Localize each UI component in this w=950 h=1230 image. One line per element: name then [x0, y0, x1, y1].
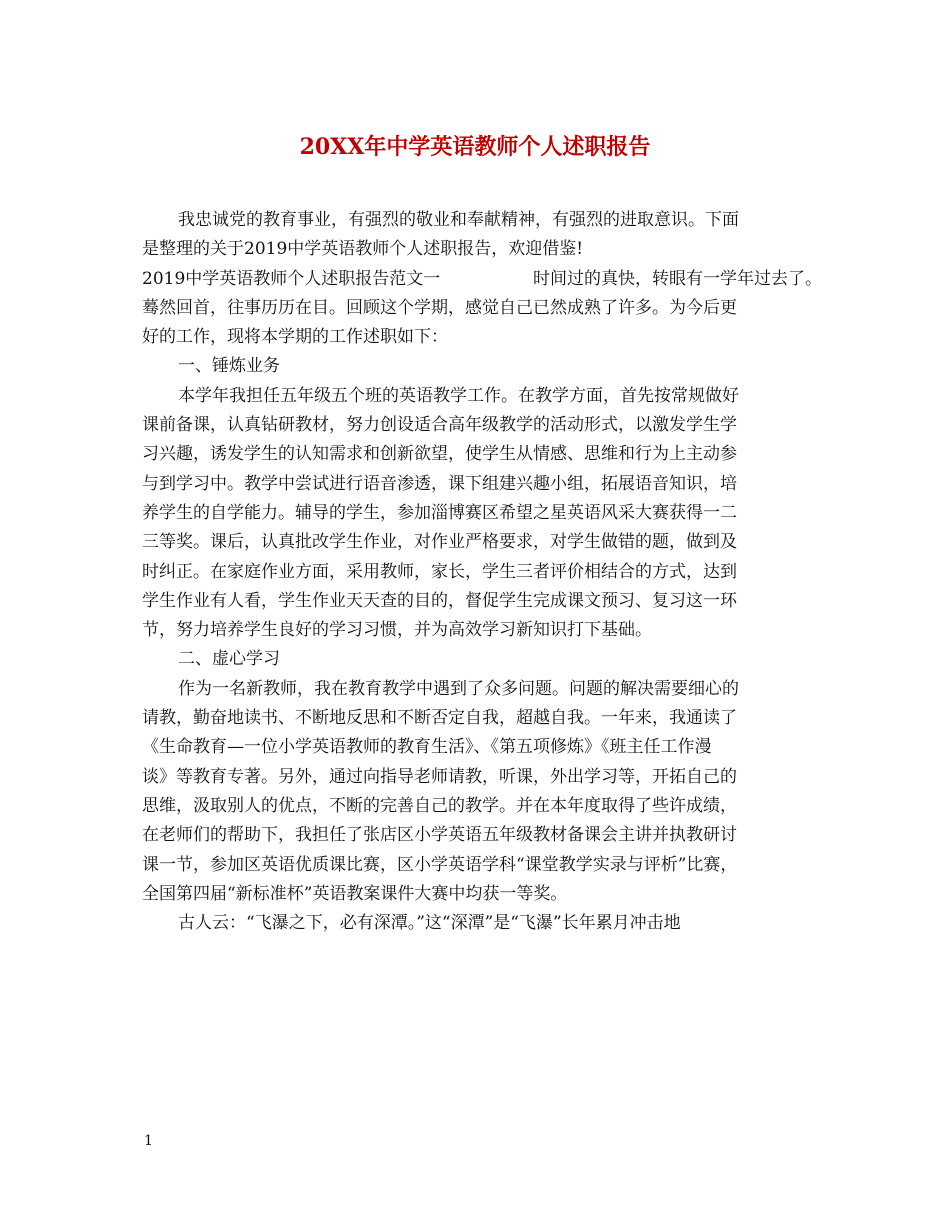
section-heading: 一、锤炼业务 [178, 356, 280, 377]
section-heading: 二、虚心学习 [178, 649, 280, 670]
paragraph-line: 思维，汲取别人的优点，不断的完善自己的教学。并在本年度取得了些许成绩， [142, 795, 737, 816]
paragraph-line: 是整理的关于2019中学英语教师个人述职报告，欢迎借鉴! [142, 239, 584, 260]
page-number: 1 [144, 1133, 153, 1149]
paragraph-line [142, 265, 822, 294]
paragraph-line: 全国第四届“新标准杯”英语教案课件大赛中均获一等奖。 [142, 883, 568, 904]
paragraph-line: 古人云：“飞瀑之下，必有深潭。”这“深潭”是“飞瀑”长年累月冲击地 [178, 913, 681, 934]
paragraph-line: 与到学习中。教学中尝试进行语音渗透，课下组建兴趣小组，拓展语音知识，培 [142, 473, 737, 494]
paragraph-line: 好的工作，现将本学期的工作述职如下： [142, 327, 448, 348]
paragraph-line: 请教，勤奋地读书、不断地反思和不断否定自我，超越自我。一年来，我通读了 [142, 708, 737, 729]
paragraph-line: 课一节，参加区英语优质课比赛，区小学英语学科“课堂教学实录与评析”比赛， [142, 854, 738, 875]
paragraph-line: 蓦然回首，往事历历在目。回顾这个学期，感觉自己已然成熟了许多。为今后更 [142, 297, 737, 318]
paragraph-line: 节，努力培养学生良好的学习习惯，并为高效学习新知识打下基础。 [142, 620, 652, 641]
paragraph-line: 谈》等教育专著。另外，通过向指导老师请教，听课，外出学习等，开拓自己的 [142, 766, 737, 787]
document-body [142, 206, 822, 938]
paragraph-line: 在老师们的帮助下，我担任了张店区小学英语五年级教材备课会主讲并执教研讨 [142, 825, 737, 846]
paragraph-line: 本学年我担任五年级五个班的英语教学工作。在教学方面，首先按常规做好 [178, 385, 739, 406]
paragraph-line: 作为一名新教师，我在教育教学中遇到了众多问题。问题的解决需要细心的 [178, 678, 739, 699]
section-heading: 2019中学英语教师个人述职报告范文一 [142, 268, 441, 289]
paragraph-line: 时纠正。在家庭作业方面，采用教师，家长，学生三者评价相结合的方式，达到 [142, 561, 737, 582]
paragraph-line: 养学生的自学能力。辅导的学生，参加淄博赛区希望之星英语风采大赛获得一二 [142, 502, 737, 523]
paragraph-text: 时间过的真快，转眼有一学年过去了。 [533, 268, 822, 289]
paragraph-line: 《生命教育—一位小学英语教师的教育生活》、《第五项修炼》《班主任工作漫 [142, 737, 712, 758]
paragraph-line: 我忠诚党的教育事业，有强烈的敬业和奉献精神，有强烈的进取意识。下面 [178, 210, 739, 230]
paragraph-line: 习兴趣，诱发学生的认知需求和创新欲望，使学生从情感、思维和行为上主动参 [142, 444, 737, 465]
document-title: 20XX年中学英语教师个人述职报告 [299, 134, 651, 160]
paragraph-line: 学生作业有人看，学生作业天天查的目的，督促学生完成课文预习、复习这一环 [142, 590, 737, 611]
paragraph-line: 课前备课，认真钻研教材，努力创设适合高年级教学的活动形式，以激发学生学 [142, 415, 737, 436]
paragraph-line: 三等奖。课后，认真批改学生作业，对作业严格要求，对学生做错的题，做到及 [142, 532, 737, 553]
